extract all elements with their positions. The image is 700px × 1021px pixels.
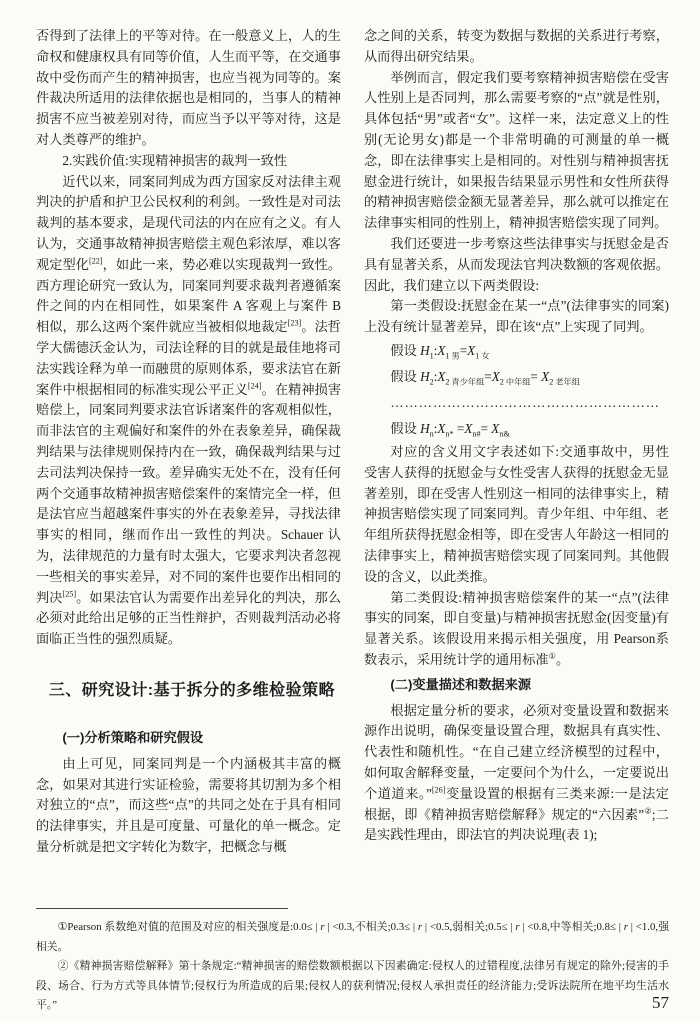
page-number: 57 <box>652 993 669 1012</box>
right-column <box>364 26 669 858</box>
section-heading-research-design: 三、研究设计:基于拆分的多维检验策略 <box>48 681 336 699</box>
paragraph-further-inquiry: 我们还要进一步考察这些法律事实与抚慰金是否具有显著关系，从而发现法官判决数额的客观依据。因此，我们建立以下两类假设: <box>364 235 669 293</box>
paragraph-hypothesis-meaning: 对应的含义用文字表述如下:交通事故中，男性受害人获得的抚慰金与女性受害人获得的抚慰金无显著差别，即在受害人性别这一相同的法律事实上，精神损害赔偿实现了同案同判。青少年组、中年组、老年组所获得抚慰金相等，即在受害人年龄这一相同的法律事实上，精神损害赔偿实现了同案同判。其他假设的含义，以此类推。 <box>364 443 669 584</box>
paragraph-variables-description: 根据定量分析的要求，必须对变量设置和数据来源作出说明，确保变量设置合理，数据具有真实性、代表性和随机性。“在自己建立经济模型的过程中，如何取舍解释变量，一定要问个为什么，一定要说出个道道来。”[26]变量设置的根据有三类来源:一是法定根据，即《精神损害赔偿解释》规定的“六因素”②;二是实践性理由，即法官的判决说理(表 1); <box>364 702 669 843</box>
footnote-separator-rule <box>36 908 288 909</box>
footnote-pearson-standard: ①Pearson 系数绝对值的范围及对应的相关强度是:0.0≤ | r | <0.3,不相关;0.3≤ | r | <0.5,弱相关;0.5≤ | r | <0.8,中等相关;0.8≤ | r | <1.0,强相关。 <box>36 921 669 953</box>
paragraph-hypothesis-type1: 第一类假设:抚慰金在某一“点”(法律事实的同案)上没有统计显著差异，即在该“点”上实现了同判。 <box>364 298 669 335</box>
paragraph-example: 举例而言，假定我们要考察精神损害赔偿在受害人性别上是否同判，那么需要考察的“点”就是性别，具体包括“男”或者“女”。这样一来，法定意义上的性别(无论男女)都是一个非常明确的可测量的单一概念，即在法律事实上是相同的。对性别与精神损害抚慰金进行统计，如果报告结果显示男性和女性所获得的精神损害赔偿金额无显著差异，那么就可以推定在法律事实相同的性别上，精神损害赔偿实现了同判。 <box>364 69 669 231</box>
paragraph-continuation: 念之间的关系，转变为数据与数据的关系进行考察，从而得出研究结果。 <box>364 28 669 64</box>
paragraph-hypothesis-type2: 第二类假设:精神损害赔偿案件的某一“点”(法律事实的同案，即自变量)与精神损害抚慰金(因变量)有显著关系。该假设用来揭示相关强度，用 Pearson系数表示，采用统计学的通用标准①。 <box>364 589 669 667</box>
footnote-interpretation-article10: ②《精神损害赔偿解释》第十条规定:“精神损害的赔偿数额根据以下因素确定:侵权人的过错程度,法律另有规定的除外;侵害的手段、场合、行为方式等具体情节;侵权行为所造成的后果;侵权人的获利情况;侵权人承担责任的经济能力;受诉法院所在地平均生活水平。” <box>36 960 669 1011</box>
formula-hypothesis-2: 假设 $H_2:X_{2 青少年组}=X_{2 中年组}= X_{2 老年组}$ <box>390 368 580 387</box>
formula-hypothesis-n: 假设 $H_n:X_{n*} =X_{n\#}= X_{n\&}$ <box>390 420 510 439</box>
subheading-variables-data-sources: (二)变量描述和数据来源 <box>390 676 532 692</box>
numbered-subheading-practical-value: 2.实践价值:实现精神损害的裁判一致性 <box>62 152 287 168</box>
paragraph-continuation: 否得到了法律上的平等对待。在一般意义上，人的生命权和健康权具有同等价值，人生而平等，在交通事故中受伤而产生的精神损害，也应当视为同等的。案件裁决所适用的法律依据也是相同的，当事人的精神损害不应当被差别对待，而应当予以平等对待，这是对人类尊严的维护。 <box>36 28 341 147</box>
formula-ellipsis-row: ………………………………………………… <box>390 394 660 410</box>
formula-hypothesis-1: 假设 $H_1:X_{1 男}=X_{1 女}$ <box>390 342 490 361</box>
paragraph-analysis-strategy: 由上可见，同案同判是一个内涵极其丰富的概念，如果对其进行实证检验，需要将其切割为多个相对独立的“点”，而这些“点”的共同之处在于具有相同的法律事实，并且是可度量、可量化的单一概念。定量分析就是把文字转化为数字，把概念与概 <box>36 755 341 854</box>
left-column <box>36 26 341 858</box>
footnote-area <box>36 908 669 1016</box>
subheading-analysis-strategy: (一)分析策略和研究假设 <box>62 729 204 745</box>
paragraph-practical-value: 近代以来，同案同判成为西方国家反对法律主观判决的护盾和护卫公民权利的利剑。一致性是对司法裁判的基本要求，是现代司法的内在应有之义。有人认为，交通事故精神损害赔偿主观色彩浓厚，难以客观定型化[22]，如此一来，势必难以实现裁判一致性。西方理论研究一致认为，同案同判要求裁判者遵循案件之间的内在相同性，如果案件 A 客观上与案件 B 相似，那么这两个案件就应当被相似地裁定[23]。法哲学大儒德沃金认为，司法诠释的目的就是最佳地将司法实践诠释为单一而融贯的原则体系，要求法官在新案件中根据相同的标准实现公平正义[24]。在精神损害赔偿上，同案同判要求法官诉诸案件的客观相似性，而非法官的主观偏好和案件的外在表象差异，确保裁判结果与法律规则保持内在一致，确保裁判结果与过去司法判决保持一致。差异确实无处不在，没有任何两个交通事故精神损害赔偿案件的案情完全一样，但是法官应当超越案件事实的外在表象差异，寻找法律事实的相同，继而作出一致性的判决。Schauer 认为，法律规范的力量有时太强大，它要求判决者忽视一些相关的事实差异，对不同的案件也要作出相同的判决[25]。如果法官认为需要作出差异化的判决，那么必须对此给出足够的正当性辩护，否则裁判活动必将面临正当性的强烈质疑。 <box>36 173 342 647</box>
